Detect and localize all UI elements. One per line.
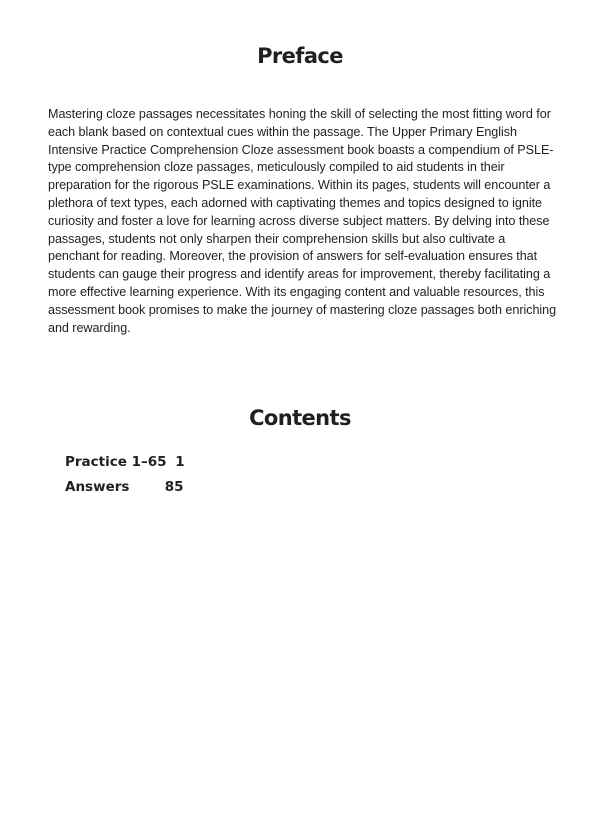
toc-entry-page: 85 [164, 479, 184, 495]
preface-paragraph: Mastering cloze passages necessitates honing the skill of selecting the most fitting word for each blank based on contextual cues within the passage. The Upper Primary English Intensive Practice Comprehension Cloze assessment book boasts a compendium of PSLE-type comprehension cloze passages, meticulously compiled to aid students in their preparation for the rigorous PSLE examinations. Within its pages, students will encounter a plethora of text types, each adorned with captivating themes and topics designed to ignite curiosity and foster a love for learning across diverse subject matters. By delving into these passages, students not only sharpen their comprehension skills but also cultivate a penchant for reading. Moreover, the provision of answers for self-evaluation ensures that students can gauge their progress and identify areas for improvement, thereby facilitating a more effective learning experience. With its engaging content and valuable resources, this assessment book promises to make the journey of mastering cloze passages both enriching and rewarding. [48, 107, 557, 335]
toc-entry-answers [65, 479, 185, 504]
preface-heading: Preface [257, 44, 343, 68]
toc-entry-label: Answers [65, 479, 130, 495]
toc-entry-label: Practice 1–65 [65, 454, 167, 470]
contents-heading: Contents [249, 406, 351, 430]
toc-entry-page: 1 [175, 454, 185, 470]
toc-entry-practice [65, 454, 185, 479]
table-of-contents [65, 454, 185, 504]
